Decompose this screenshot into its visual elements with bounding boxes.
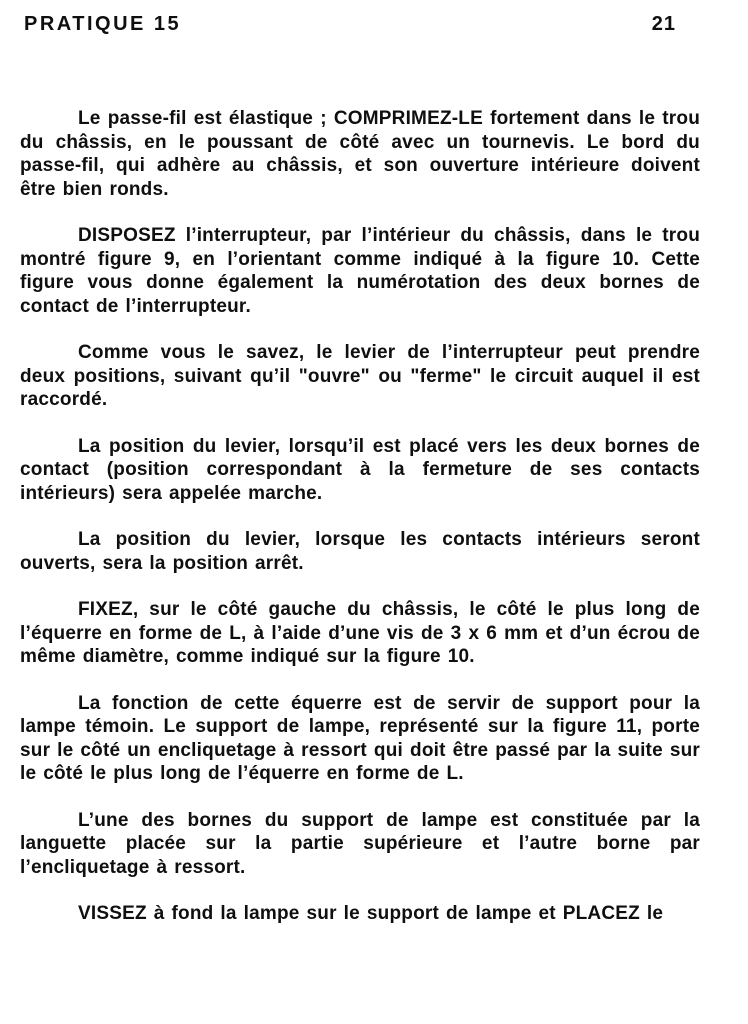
paragraph: La fonction de cette équerre est de servir de support pour la lampe témoin. Le support de lampe, représenté sur la figure 11, porte sur le côté un encliquetage à ressort qui doit être passé par la suite sur le côté le plus long de l’équerre en forme de L. (20, 692, 700, 784)
paragraph: L’une des bornes du support de lampe est constituée par la languette placée sur la partie supérieure et l’autre borne par l’encliquetage à ressort. (20, 809, 700, 878)
page-number: 21 (651, 13, 676, 35)
paragraph: Le passe-fil est élastique ; COMPRIMEZ-LE fortement dans le trou du châssis, en le poussant de côté avec un tournevis. Le bord du passe-fil, qui adhère au châssis, et son ouverture intérieure doivent être bien ronds. (20, 108, 700, 200)
paragraph: DISPOSEZ l’interrupteur, par l’intérieur du châssis, dans le trou montré figure 9, en l’orientant comme indiqué à la figure 10. Cette figure vous donne également la numérotation des deux bornes de contact de l’interrupteur. (20, 225, 700, 317)
paragraph: FIXEZ, sur le côté gauche du châssis, le côté le plus long de l’équerre en forme de L, à l’aide d’une vis de 3 x 6 mm et d’un écrou de même diamètre, comme indiqué sur la figure 10. (20, 599, 700, 667)
running-title: PRATIQUE 15 (24, 13, 182, 35)
paragraph: La position du levier, lorsque les contacts intérieurs seront ouverts, sera la position arrêt. (20, 529, 700, 574)
paragraph: VISSEZ à fond la lampe sur le support de lampe et PLACEZ le (78, 903, 664, 924)
body-text (20, 107, 700, 926)
paragraph: Comme vous le savez, le levier de l’interrupteur peut prendre deux positions, suivant qu’il "ouvre" ou "ferme" le circuit auquel il est raccordé. (20, 342, 700, 410)
paragraph: La position du levier, lorsqu’il est placé vers les deux bornes de contact (position correspondant à la fermeture de ses contacts intérieurs) sera appelée marche. (20, 435, 700, 504)
page-header (0, 0, 748, 35)
